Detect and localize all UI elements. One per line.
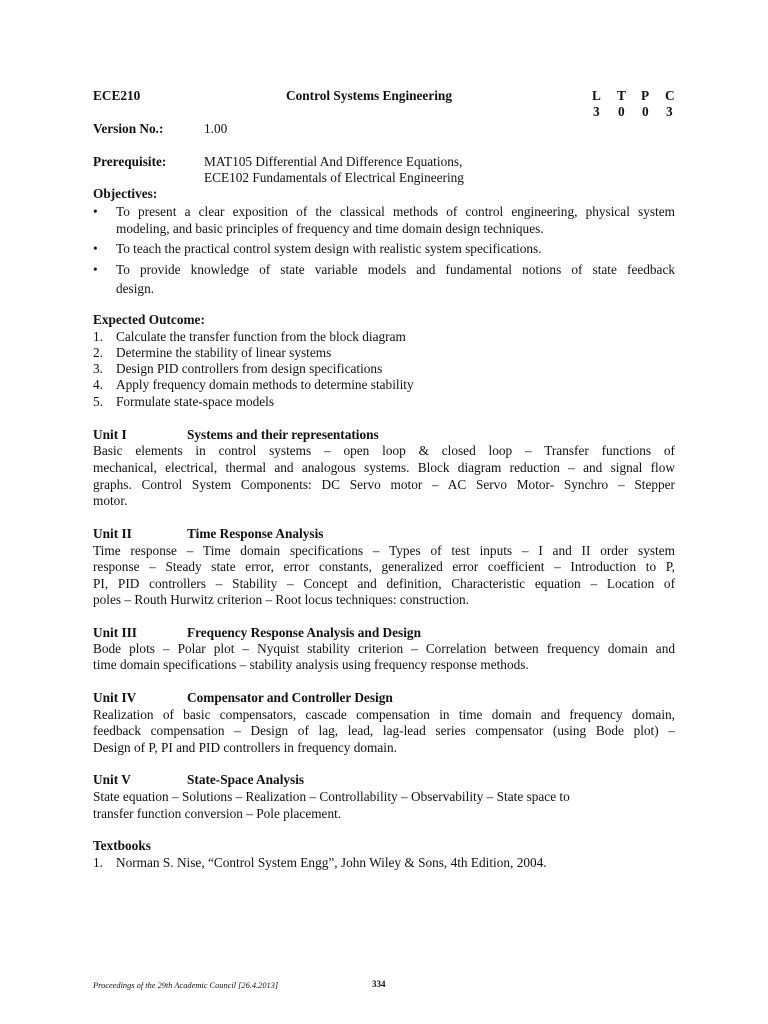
- prerequisite-label: Prerequisite:: [93, 154, 167, 169]
- objectives-heading: Objectives:: [93, 186, 158, 201]
- unit-2-line-4: poles – Routh Hurwitz criterion – Root locus techniques: construction.: [93, 592, 469, 607]
- objective-2-line-1: To teach the practical control system design with realistic system specifications.: [116, 241, 542, 256]
- objective-1-line-1: To present a clear exposition of the classical methods of control engineering, physical system: [116, 204, 675, 219]
- unit-2-label: Unit II: [93, 526, 132, 541]
- outcome-item: Formulate state-space models: [116, 394, 275, 409]
- textbook-item: Norman S. Nise, “Control System Engg”, John Wiley & Sons, 4th Edition, 2004.: [116, 855, 547, 870]
- ltpc-value-l: 3: [593, 104, 600, 119]
- objective-3-line-2: design.: [116, 281, 155, 296]
- ltpc-value-p: 0: [642, 104, 649, 119]
- unit-1-line-4: motor.: [93, 493, 128, 508]
- outcome-number: 4.: [93, 377, 103, 392]
- unit-1-line-2: mechanical, electrical, thermal and analogous systems. Block diagram reduction – and signal flow: [93, 460, 675, 475]
- outcome-number: 3.: [93, 361, 103, 376]
- unit-1-title: Systems and their representations: [187, 427, 379, 442]
- bullet-icon: •: [93, 204, 98, 219]
- unit-4-label: Unit IV: [93, 690, 137, 705]
- unit-3-line-1: Bode plots – Polar plot – Nyquist stability criterion – Correlation between frequency domain and: [93, 641, 675, 656]
- unit-2-line-1: Time response – Time domain specifications – Types of test inputs – I and II order system: [93, 543, 675, 558]
- footer-note: Proceedings of the 29th Academic Council [26.4.2013]: [93, 981, 279, 990]
- objective-3-line-1: To provide knowledge of state variable models and fundamental notions of state feedback: [116, 262, 675, 277]
- unit-5-title: State-Space Analysis: [187, 772, 305, 787]
- bullet-icon: •: [93, 241, 98, 256]
- unit-1-line-1: Basic elements in control systems – open loop & closed loop – Transfer functions of: [93, 443, 675, 458]
- unit-4-title: Compensator and Controller Design: [187, 690, 393, 705]
- unit-2-line-3: PI, PID controllers – Stability – Concept and definition, Characteristic equation – Location of: [93, 576, 675, 591]
- ltpc-label-l: L: [592, 88, 601, 103]
- version-value: 1.00: [204, 121, 228, 136]
- unit-5-line-2: transfer function conversion – Pole placement.: [93, 806, 342, 821]
- outcome-number: 5.: [93, 394, 103, 409]
- outcome-number: 1.: [93, 329, 103, 344]
- ltpc-value-c: 3: [666, 104, 673, 119]
- outcome-number: 2.: [93, 345, 103, 360]
- ltpc-label-c: C: [665, 88, 675, 103]
- unit-3-title: Frequency Response Analysis and Design: [187, 625, 421, 640]
- ltpc-label-p: P: [641, 88, 650, 103]
- unit-4-line-2: feedback compensation – Design of lag, lead, lag-lead series compensator (using Bode plot) –: [93, 723, 675, 738]
- prerequisite-line-1: MAT105 Differential And Difference Equations,: [204, 154, 463, 169]
- textbooks-heading: Textbooks: [93, 838, 151, 853]
- unit-5-label: Unit V: [93, 772, 131, 787]
- version-label: Version No.:: [93, 121, 164, 136]
- outcome-item: Design PID controllers from design specifications: [116, 361, 383, 376]
- bullet-icon: •: [93, 262, 98, 277]
- unit-4-line-3: Design of P, PI and PID controllers in frequency domain.: [93, 740, 397, 755]
- outcome-item: Calculate the transfer function from the block diagram: [116, 329, 406, 344]
- unit-2-line-2: response – Steady state error, error constants, generalized error coefficient – Introduction to P,: [93, 559, 675, 574]
- unit-2-title: Time Response Analysis: [187, 526, 324, 541]
- course-code: ECE210: [93, 88, 141, 103]
- unit-5-line-1: State equation – Solutions – Realization – Controllability – Observability – State space to: [93, 789, 570, 804]
- prerequisite-line-2: ECE102 Fundamentals of Electrical Engineering: [204, 170, 464, 185]
- unit-1-label: Unit I: [93, 427, 127, 442]
- outcome-heading: Expected Outcome:: [93, 312, 205, 327]
- course-title: Control Systems Engineering: [286, 88, 452, 103]
- outcome-item: Determine the stability of linear systems: [116, 345, 332, 360]
- outcome-item: Apply frequency domain methods to determine stability: [116, 377, 414, 392]
- unit-3-line-2: time domain specifications – stability analysis using frequency response methods.: [93, 657, 529, 672]
- objective-1-line-2: modeling, and basic principles of frequency and time domain design techniques.: [116, 221, 544, 236]
- page-number: 334: [372, 979, 386, 989]
- unit-1-line-3: graphs. Control System Components: DC Servo motor – AC Servo Motor- Synchro – Stepper: [93, 477, 675, 492]
- unit-4-line-1: Realization of basic compensators, cascade compensation in time domain and frequency domain,: [93, 707, 675, 722]
- textbook-number: 1.: [93, 855, 103, 870]
- ltpc-value-t: 0: [618, 104, 625, 119]
- unit-3-label: Unit III: [93, 625, 137, 640]
- ltpc-label-t: T: [617, 88, 626, 103]
